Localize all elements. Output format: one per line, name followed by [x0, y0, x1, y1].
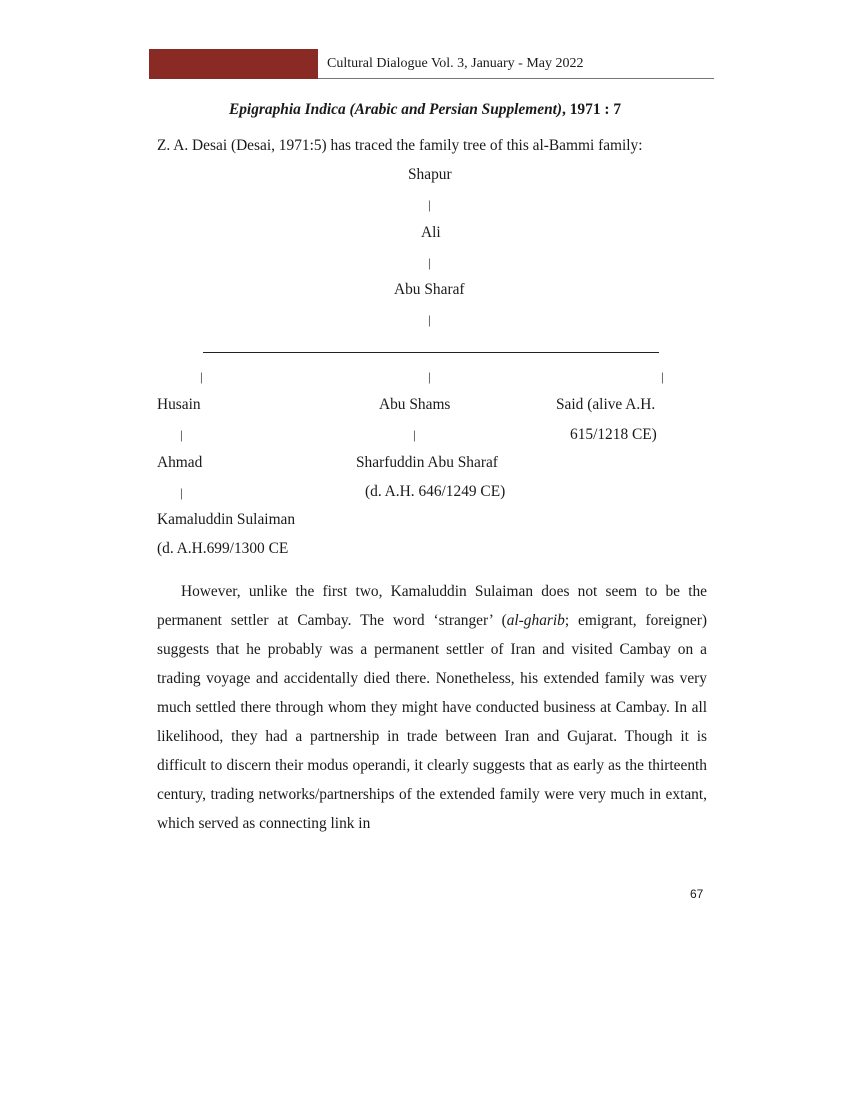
tree-connector: | [428, 255, 431, 270]
journal-header: Cultural Dialogue Vol. 3, January - May 2022 [327, 56, 584, 71]
tree-gen2: Ali [421, 224, 441, 241]
tree-connector: | [413, 427, 416, 442]
tree-gen3: Abu Sharaf [394, 281, 465, 298]
tree-left-child: Ahmad [157, 454, 203, 471]
tree-connector: | [200, 369, 203, 384]
paragraph-text-1: However, unlike the first two, Kamaluddin Sulaiman does not seem to be the permanent settler at Cambay. The word ‘stranger’ ( [157, 583, 707, 629]
tree-right-line2: 615/1218 CE) [570, 426, 657, 443]
header-color-bar [149, 49, 318, 79]
tree-connector: | [661, 369, 664, 384]
body-paragraph [157, 577, 707, 838]
tree-root: Shapur [408, 166, 452, 183]
intro-text: Z. A. Desai (Desai, 1971:5) has traced the family tree of this al-Bammi family: [157, 137, 643, 154]
header-rule [318, 78, 714, 79]
tree-connector: | [428, 312, 431, 327]
citation-title: Epigraphia Indica (Arabic and Persian Supplement) [228, 101, 563, 118]
tree-connector: | [180, 485, 183, 500]
paragraph-italic-term: al-gharib [506, 612, 565, 629]
tree-left-name: Husain [157, 396, 201, 413]
tree-branch-line [203, 352, 659, 353]
tree-left-grandchild: Kamaluddin Sulaiman [157, 511, 296, 528]
page-number: 67 [690, 887, 704, 901]
tree-connector: | [180, 427, 183, 442]
tree-left-grandchild-note: (d. A.H.699/1300 CE [157, 540, 289, 557]
tree-connector: | [428, 369, 431, 384]
tree-middle-child: Sharfuddin Abu Sharaf [356, 454, 498, 471]
tree-middle-child-note: (d. A.H. 646/1249 CE) [365, 483, 506, 500]
tree-middle-name: Abu Shams [379, 396, 451, 413]
citation-heading [0, 102, 850, 117]
tree-right-line1: Said (alive A.H. [556, 396, 656, 413]
tree-connector: | [428, 197, 431, 212]
paragraph-text-2: ; emigrant, foreigner) suggests that he probably was a permanent settler of Iran and visited Cambay on a trading voyage and accidentally died there. Nonetheless, his extended family was very much settled there through whom they might have conducted business at Cambay. In all likelihood, they had a partnership in trade between Iran and Gujarat. Though it is difficult to discern their modus operandi, it clearly suggests that as early as the thirteenth century, trading networks/partnerships of the extended family were very much in extant, which served as connecting link in [157, 612, 707, 832]
citation-rest: , 1971 : 7 [562, 101, 622, 118]
